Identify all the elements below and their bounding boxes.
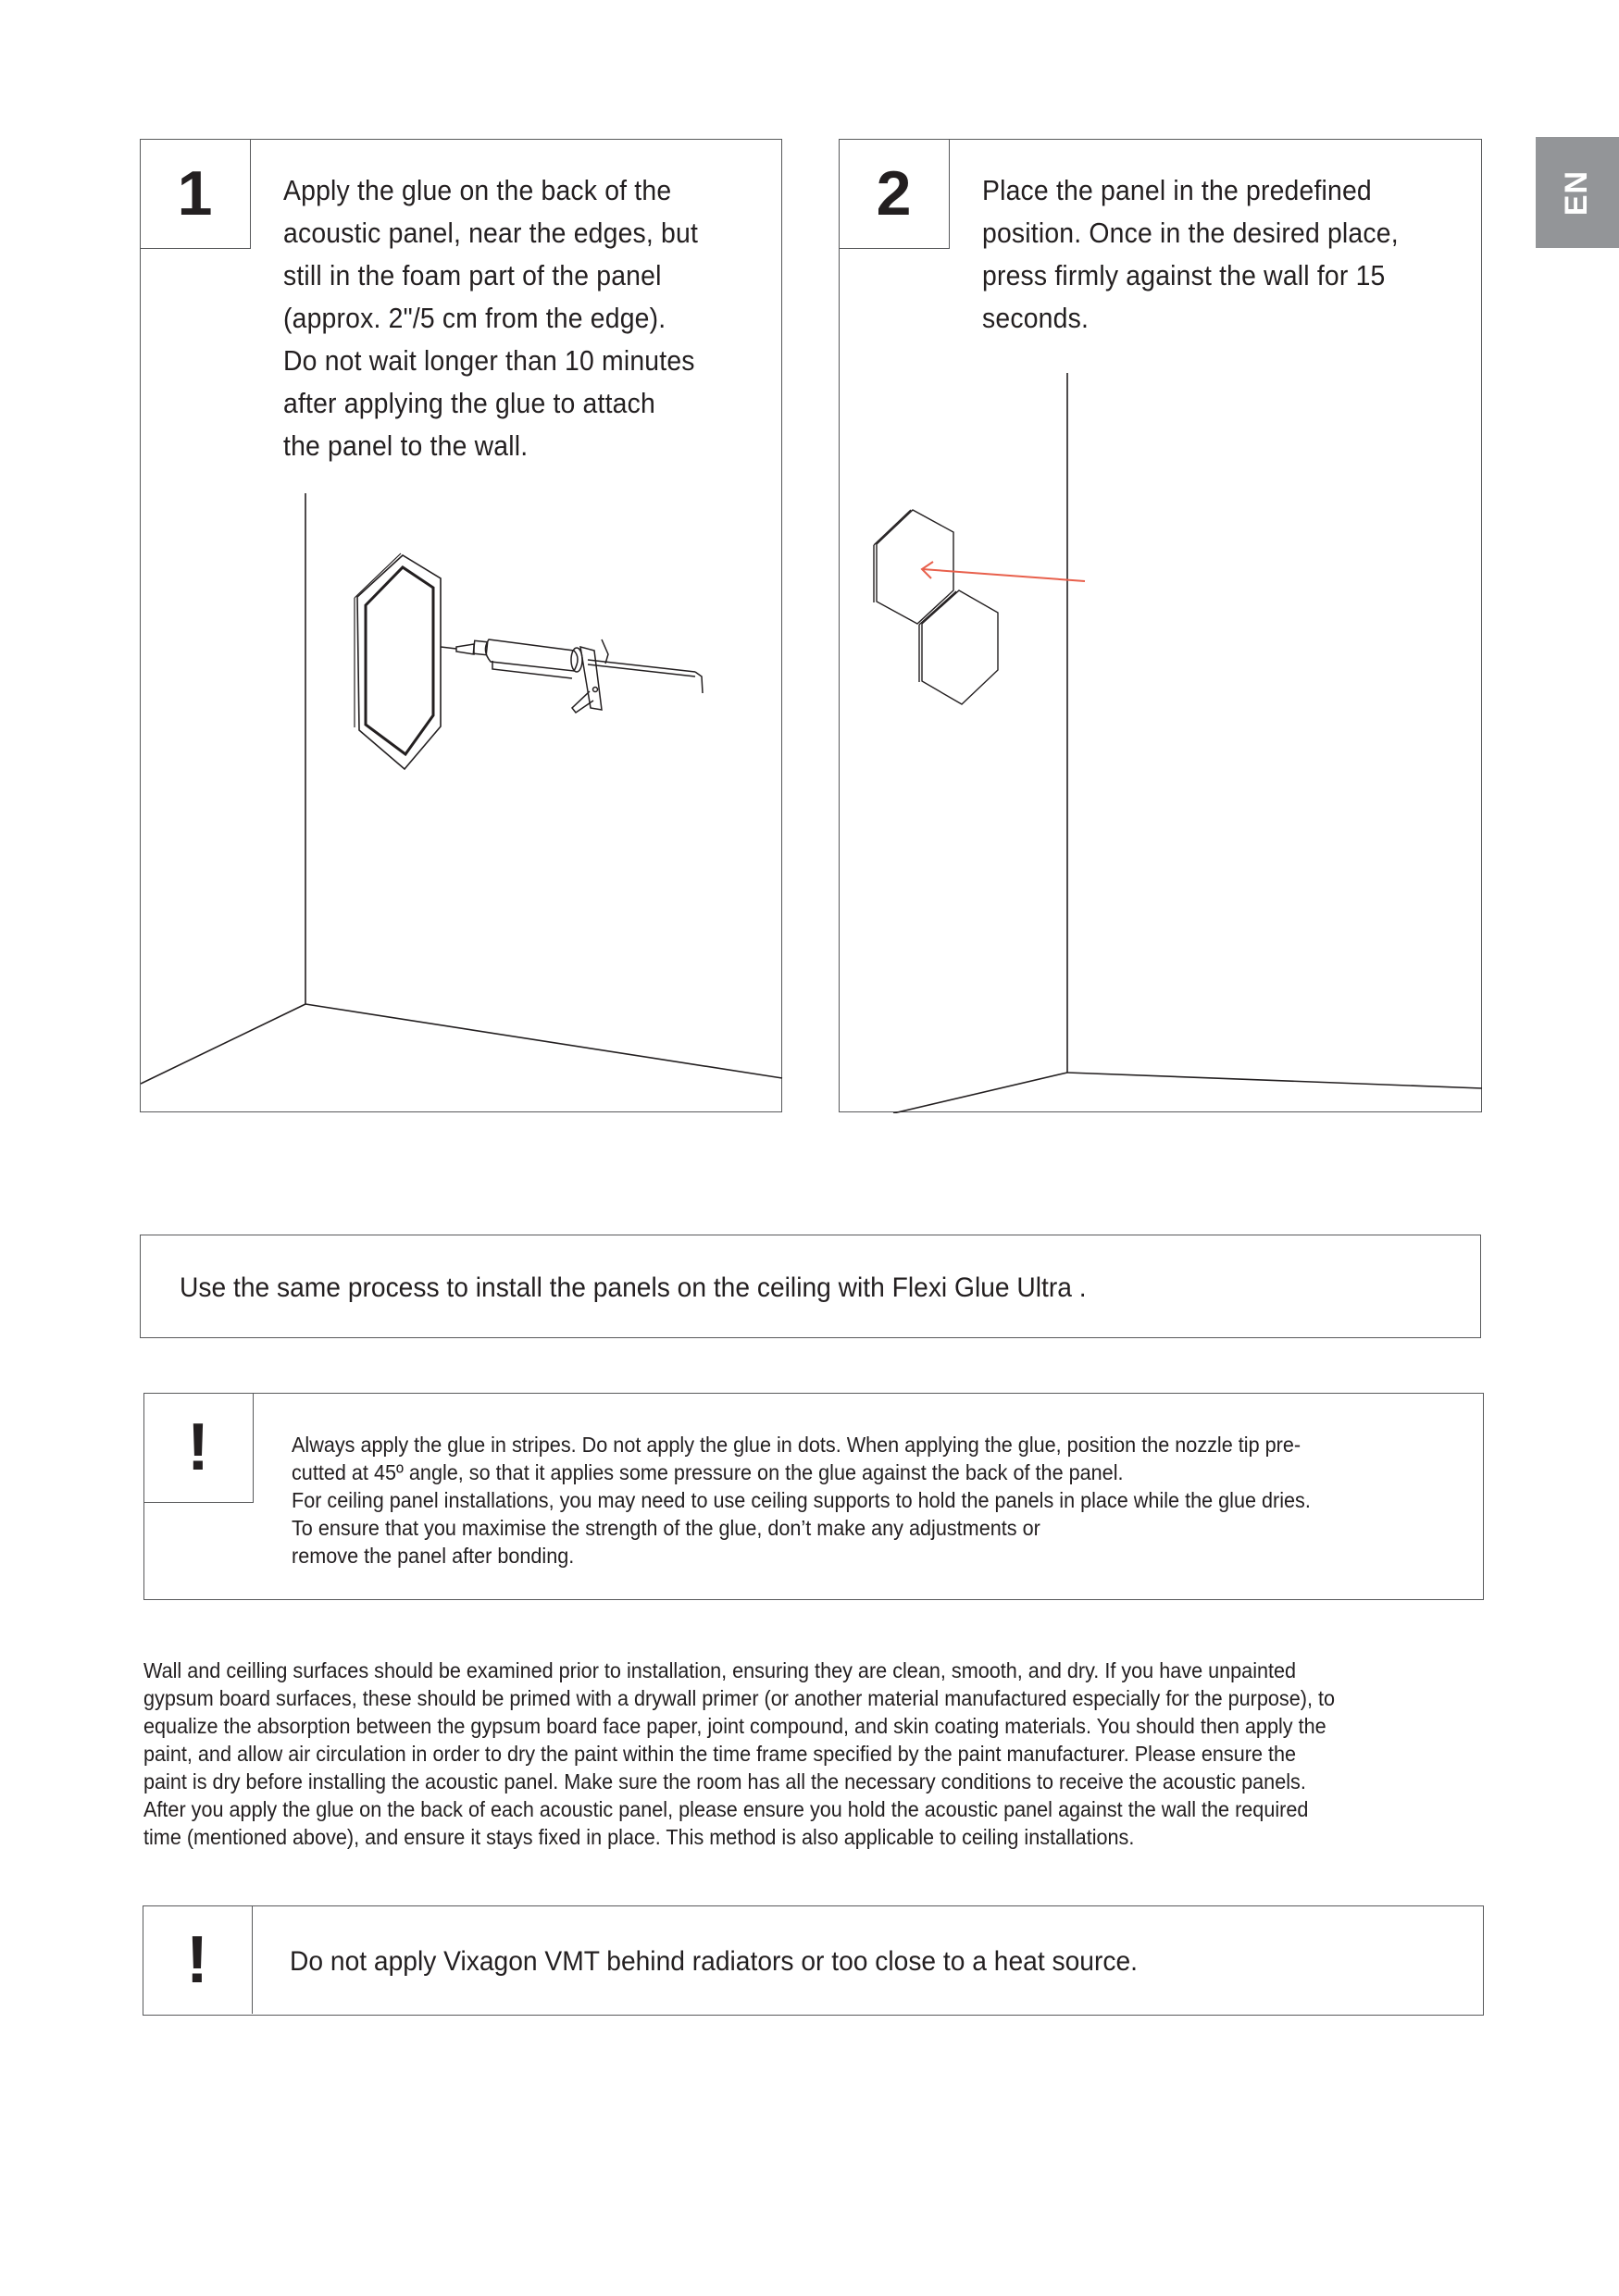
hexagon-panel-lower-icon: [919, 590, 998, 704]
glue-warning-line: To ensure that you maximise the strength of the glue, don’t make any adjustments or: [292, 1516, 1040, 1540]
arrow-icon: [922, 562, 1085, 581]
heat-warning-text: Do not apply Vixagon VMT behind radiators or too close to a heat source.: [290, 1946, 1139, 1977]
step-2-box: [839, 139, 1482, 1112]
step-1-line: (approx. 2"/5 cm from the edge).: [283, 303, 666, 334]
floor-line-right: [1067, 1073, 1482, 1088]
step-1-box: [140, 139, 782, 1112]
step-2-instructions: [982, 169, 1399, 340]
step-1-number: 1: [140, 139, 251, 249]
floor-line-left: [893, 1073, 1067, 1113]
paragraph-line: time (mentioned above), and ensure it stays fixed in place. This method is also applicable to ceiling installations.: [143, 1825, 1135, 1849]
glue-warning-line: Always apply the glue in stripes. Do not apply the glue in dots. When applying the glue, position the nozzle tip pre-: [292, 1433, 1301, 1457]
glue-warning-line: For ceiling panel installations, you may need to use ceiling supports to hold the panels in place while the glue dries.: [292, 1488, 1311, 1512]
paragraph-line: gypsum board surfaces, these should be primed with a drywall primer (or another material manufactured especially for the purpose), to: [143, 1686, 1336, 1710]
step-2-line: press firmly against the wall for 15: [982, 260, 1386, 292]
paragraph-line: paint, and allow air circulation in order to dry the paint within the time frame specified by the paint manufacturer. Please ensure the: [143, 1742, 1297, 1766]
step-2-number: 2: [839, 139, 950, 249]
heat-warning-box: [143, 1905, 1484, 2016]
paragraph-line: paint is dry before installing the acoustic panel. Make sure the room has all the necessary conditions to receive the acoustic panels.: [143, 1769, 1306, 1793]
step-1-line: acoustic panel, near the edges, but: [283, 217, 699, 249]
floor-line-right: [305, 1004, 782, 1078]
step-2-line: seconds.: [982, 303, 1090, 334]
language-tab: [1536, 137, 1619, 248]
step-1-line: the panel to the wall.: [283, 430, 529, 462]
floor-line-left: [141, 1004, 305, 1084]
glue-warning-box: [143, 1393, 1484, 1600]
step-2-line: Place the panel in the predefined: [982, 175, 1372, 206]
exclamation-icon: !: [143, 1393, 254, 1503]
glue-warning-line: cutted at 45º angle, so that it applies some pressure on the glue against the back of the panel.: [292, 1460, 1124, 1484]
ceiling-note-box: [140, 1235, 1481, 1338]
language-tab-label: EN: [1559, 169, 1595, 216]
step-1-line: Apply the glue on the back of the: [283, 175, 672, 206]
step-1-line: after applying the glue to attach: [283, 388, 655, 419]
step-1-line: still in the foam part of the panel: [283, 260, 662, 292]
paragraph-line: equalize the absorption between the gypsum board face paper, joint compound, and skin coating materials. You should then apply the: [143, 1714, 1326, 1738]
ceiling-note-text: Use the same process to install the panels on the ceiling with Flexi Glue Ultra .: [180, 1272, 1087, 1303]
exclamation-icon: !: [143, 1905, 253, 2014]
step-2-line: position. Once in the desired place,: [982, 217, 1399, 249]
step-1-instructions: [283, 169, 698, 467]
hexagon-panel-icon: [355, 553, 441, 769]
glue-warning-line: remove the panel after bonding.: [292, 1544, 575, 1568]
paragraph-line: Wall and ceilling surfaces should be examined prior to installation, ensuring they are clean, smooth, and dry. If you have unpainted: [143, 1658, 1297, 1682]
surface-preparation-paragraph: [143, 1657, 1449, 1851]
paragraph-line: After you apply the glue on the back of each acoustic panel, please ensure you hold the acoustic panel against the wall the required: [143, 1797, 1309, 1821]
glue-warning-text: [292, 1431, 1311, 1570]
caulking-gun-icon: [441, 639, 703, 713]
step-1-line: Do not wait longer than 10 minutes: [283, 345, 695, 377]
